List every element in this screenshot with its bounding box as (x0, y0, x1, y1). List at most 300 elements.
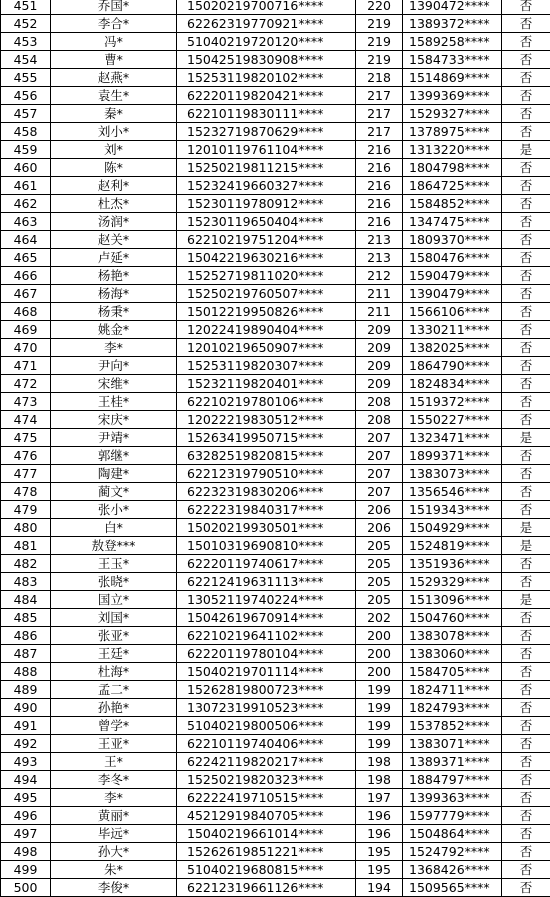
status-cell: 否 (502, 501, 550, 519)
id-number-cell: 15012219950826**** (177, 303, 356, 321)
score-cell: 208 (356, 393, 403, 411)
phone-number-cell: 1390479**** (403, 285, 502, 303)
table-row (1, 735, 550, 753)
applicant-name-cell: 黄丽* (51, 807, 177, 825)
row-number-cell: 472 (1, 375, 51, 393)
phone-number-cell: 1804798**** (403, 159, 502, 177)
id-number-cell: 15232719870629**** (177, 123, 356, 141)
id-number-cell: 62232319830206**** (177, 483, 356, 501)
row-number-cell: 468 (1, 303, 51, 321)
phone-number-cell: 1537852**** (403, 717, 502, 735)
score-cell: 209 (356, 375, 403, 393)
id-number-cell: 15040219661014**** (177, 825, 356, 843)
phone-number-cell: 1864790**** (403, 357, 502, 375)
score-cell: 211 (356, 303, 403, 321)
row-number-cell: 493 (1, 753, 51, 771)
score-cell: 205 (356, 555, 403, 573)
table-row (1, 465, 550, 483)
id-number-cell: 15042519830908**** (177, 51, 356, 69)
id-number-cell: 45212919840705**** (177, 807, 356, 825)
phone-number-cell: 1383060**** (403, 645, 502, 663)
table-row (1, 717, 550, 735)
applicant-name-cell: 曾学* (51, 717, 177, 735)
score-cell: 219 (356, 51, 403, 69)
table-row (1, 573, 550, 591)
status-cell: 否 (502, 879, 550, 897)
status-cell: 否 (502, 573, 550, 591)
status-cell: 否 (502, 339, 550, 357)
status-cell: 是 (502, 591, 550, 609)
phone-number-cell: 1580476**** (403, 249, 502, 267)
score-cell: 220 (356, 0, 403, 15)
id-number-cell: 62210219641102**** (177, 627, 356, 645)
phone-number-cell: 1529329**** (403, 573, 502, 591)
row-number-cell: 500 (1, 879, 51, 897)
status-cell: 否 (502, 699, 550, 717)
score-cell: 199 (356, 717, 403, 735)
row-number-cell: 485 (1, 609, 51, 627)
table-row (1, 0, 550, 15)
phone-number-cell: 1383078**** (403, 627, 502, 645)
row-number-cell: 476 (1, 447, 51, 465)
status-cell: 否 (502, 555, 550, 573)
table-row (1, 231, 550, 249)
status-cell: 否 (502, 357, 550, 375)
table-row (1, 177, 550, 195)
phone-number-cell: 1399363**** (403, 789, 502, 807)
status-cell: 否 (502, 105, 550, 123)
id-number-cell: 15010319690810**** (177, 537, 356, 555)
applicant-name-cell: 曹* (51, 51, 177, 69)
applicant-name-cell: 毕远* (51, 825, 177, 843)
id-number-cell: 63282519820815**** (177, 447, 356, 465)
row-number-cell: 460 (1, 159, 51, 177)
id-number-cell: 12010119761104**** (177, 141, 356, 159)
table-body (1, 0, 550, 897)
status-cell: 否 (502, 789, 550, 807)
id-number-cell: 62222319840317**** (177, 501, 356, 519)
phone-number-cell: 1824834**** (403, 375, 502, 393)
score-cell: 199 (356, 699, 403, 717)
row-number-cell: 455 (1, 69, 51, 87)
phone-number-cell: 1313220**** (403, 141, 502, 159)
phone-number-cell: 1899371**** (403, 447, 502, 465)
row-number-cell: 453 (1, 33, 51, 51)
status-cell: 否 (502, 249, 550, 267)
score-cell: 200 (356, 663, 403, 681)
applicant-name-cell: 尹向* (51, 357, 177, 375)
applicant-name-cell: 赵关* (51, 231, 177, 249)
row-number-cell: 469 (1, 321, 51, 339)
phone-number-cell: 1504929**** (403, 519, 502, 537)
id-number-cell: 62210219751204**** (177, 231, 356, 249)
table-row (1, 627, 550, 645)
applicant-name-cell: 王桂* (51, 393, 177, 411)
id-number-cell: 15042619670914**** (177, 609, 356, 627)
score-cell: 205 (356, 591, 403, 609)
id-number-cell: 62220119820421**** (177, 87, 356, 105)
phone-number-cell: 1382025**** (403, 339, 502, 357)
applicant-name-cell: 李冬* (51, 771, 177, 789)
row-number-cell: 459 (1, 141, 51, 159)
table-row (1, 357, 550, 375)
table-row (1, 825, 550, 843)
table-row (1, 285, 550, 303)
score-cell: 209 (356, 357, 403, 375)
score-cell: 199 (356, 735, 403, 753)
status-cell: 否 (502, 483, 550, 501)
applicant-name-cell: 张小* (51, 501, 177, 519)
row-number-cell: 475 (1, 429, 51, 447)
id-number-cell: 15252719811020**** (177, 267, 356, 285)
row-number-cell: 495 (1, 789, 51, 807)
table-row (1, 807, 550, 825)
applicant-name-cell: 赵燕* (51, 69, 177, 87)
table-row (1, 33, 550, 51)
row-number-cell: 462 (1, 195, 51, 213)
table-row (1, 51, 550, 69)
table-row (1, 159, 550, 177)
id-number-cell: 12022219830512**** (177, 411, 356, 429)
id-number-cell: 62222419710515**** (177, 789, 356, 807)
phone-number-cell: 1529327**** (403, 105, 502, 123)
score-cell: 212 (356, 267, 403, 285)
applicant-name-cell: 杨海* (51, 285, 177, 303)
applicant-name-cell: 王亚* (51, 735, 177, 753)
applicant-name-cell: 姚金* (51, 321, 177, 339)
table-row (1, 753, 550, 771)
status-cell: 否 (502, 321, 550, 339)
status-cell: 否 (502, 825, 550, 843)
table-row (1, 339, 550, 357)
applicant-name-cell: 敖登*** (51, 537, 177, 555)
applicant-name-cell: 冯* (51, 33, 177, 51)
phone-number-cell: 1597779**** (403, 807, 502, 825)
row-number-cell: 465 (1, 249, 51, 267)
applicant-name-cell: 尹靖* (51, 429, 177, 447)
row-number-cell: 492 (1, 735, 51, 753)
status-cell: 否 (502, 231, 550, 249)
row-number-cell: 497 (1, 825, 51, 843)
id-number-cell: 62212419631113**** (177, 573, 356, 591)
phone-number-cell: 1590479**** (403, 267, 502, 285)
row-number-cell: 491 (1, 717, 51, 735)
table-row (1, 195, 550, 213)
row-number-cell: 473 (1, 393, 51, 411)
id-number-cell: 51040219720120**** (177, 33, 356, 51)
applicant-name-cell: 杜杰* (51, 195, 177, 213)
row-number-cell: 487 (1, 645, 51, 663)
status-cell: 否 (502, 15, 550, 33)
score-cell: 216 (356, 159, 403, 177)
id-number-cell: 62262319770921**** (177, 15, 356, 33)
phone-number-cell: 1378975**** (403, 123, 502, 141)
phone-number-cell: 1347475**** (403, 213, 502, 231)
table-row (1, 681, 550, 699)
phone-number-cell: 1323471**** (403, 429, 502, 447)
score-cell: 207 (356, 465, 403, 483)
row-number-cell: 451 (1, 0, 51, 15)
id-number-cell: 15040219701114**** (177, 663, 356, 681)
table-row (1, 393, 550, 411)
id-number-cell: 15042219630216**** (177, 249, 356, 267)
phone-number-cell: 1584733**** (403, 51, 502, 69)
phone-number-cell: 1514869**** (403, 69, 502, 87)
id-number-cell: 51040219680815**** (177, 861, 356, 879)
row-number-cell: 478 (1, 483, 51, 501)
status-cell: 否 (502, 303, 550, 321)
id-number-cell: 15253119820307**** (177, 357, 356, 375)
applicant-name-cell: 张亚* (51, 627, 177, 645)
table-row (1, 663, 550, 681)
status-cell: 否 (502, 33, 550, 51)
status-cell: 否 (502, 411, 550, 429)
status-cell: 是 (502, 429, 550, 447)
status-cell: 是 (502, 141, 550, 159)
status-cell: 否 (502, 447, 550, 465)
table-row (1, 699, 550, 717)
row-number-cell: 488 (1, 663, 51, 681)
applicant-name-cell: 刘小* (51, 123, 177, 141)
applicant-name-cell: 杨秉* (51, 303, 177, 321)
row-number-cell: 479 (1, 501, 51, 519)
score-cell: 195 (356, 843, 403, 861)
status-cell: 否 (502, 609, 550, 627)
applicant-name-cell: 杨艳* (51, 267, 177, 285)
applicant-name-cell: 杜海* (51, 663, 177, 681)
phone-number-cell: 1389372**** (403, 15, 502, 33)
score-cell: 217 (356, 87, 403, 105)
phone-number-cell: 1519372**** (403, 393, 502, 411)
applicant-name-cell: 王廷* (51, 645, 177, 663)
score-cell: 219 (356, 33, 403, 51)
table-row (1, 609, 550, 627)
id-number-cell: 15230119650404**** (177, 213, 356, 231)
row-number-cell: 456 (1, 87, 51, 105)
row-number-cell: 482 (1, 555, 51, 573)
phone-number-cell: 1383073**** (403, 465, 502, 483)
phone-number-cell: 1519343**** (403, 501, 502, 519)
applicant-name-cell: 王玉* (51, 555, 177, 573)
row-number-cell: 480 (1, 519, 51, 537)
phone-number-cell: 1509565**** (403, 879, 502, 897)
row-number-cell: 499 (1, 861, 51, 879)
table-row (1, 501, 550, 519)
applicant-name-cell: 孙艳* (51, 699, 177, 717)
applicant-name-cell: 卢延* (51, 249, 177, 267)
id-number-cell: 13052119740224**** (177, 591, 356, 609)
score-cell: 205 (356, 573, 403, 591)
applicant-name-cell: 张晓* (51, 573, 177, 591)
table-row (1, 123, 550, 141)
id-number-cell: 12010219650907**** (177, 339, 356, 357)
score-cell: 196 (356, 807, 403, 825)
applicant-name-cell: 国立* (51, 591, 177, 609)
phone-number-cell: 1330211**** (403, 321, 502, 339)
status-cell: 否 (502, 159, 550, 177)
table-row (1, 213, 550, 231)
status-cell: 否 (502, 123, 550, 141)
table-row (1, 87, 550, 105)
table-row (1, 69, 550, 87)
table-row (1, 375, 550, 393)
id-number-cell: 62220119780104**** (177, 645, 356, 663)
score-cell: 213 (356, 231, 403, 249)
score-cell: 217 (356, 105, 403, 123)
status-cell: 否 (502, 771, 550, 789)
table-row (1, 519, 550, 537)
status-cell: 是 (502, 519, 550, 537)
table-row (1, 789, 550, 807)
table-row (1, 771, 550, 789)
table-row (1, 591, 550, 609)
applicant-name-cell: 蔺文* (51, 483, 177, 501)
score-cell: 213 (356, 249, 403, 267)
row-number-cell: 484 (1, 591, 51, 609)
id-number-cell: 15232119820401**** (177, 375, 356, 393)
score-cell: 217 (356, 123, 403, 141)
phone-number-cell: 1351936**** (403, 555, 502, 573)
status-cell: 否 (502, 465, 550, 483)
row-number-cell: 466 (1, 267, 51, 285)
phone-number-cell: 1864725**** (403, 177, 502, 195)
status-cell: 否 (502, 645, 550, 663)
row-number-cell: 496 (1, 807, 51, 825)
table-row (1, 267, 550, 285)
phone-number-cell: 1513096**** (403, 591, 502, 609)
applicant-name-cell: 李* (51, 789, 177, 807)
row-number-cell: 467 (1, 285, 51, 303)
table-row (1, 555, 550, 573)
phone-number-cell: 1383071**** (403, 735, 502, 753)
score-cell: 200 (356, 627, 403, 645)
applicant-name-cell: 刘国* (51, 609, 177, 627)
id-number-cell: 15020219930501**** (177, 519, 356, 537)
id-number-cell: 15232419660327**** (177, 177, 356, 195)
id-number-cell: 15250219811215**** (177, 159, 356, 177)
table-row (1, 141, 550, 159)
status-cell: 否 (502, 393, 550, 411)
score-cell: 206 (356, 519, 403, 537)
applicant-name-cell: 乔国* (51, 0, 177, 15)
score-cell: 198 (356, 771, 403, 789)
table-row (1, 861, 550, 879)
status-cell: 否 (502, 717, 550, 735)
phone-number-cell: 1884797**** (403, 771, 502, 789)
score-cell: 209 (356, 321, 403, 339)
table-row (1, 645, 550, 663)
id-number-cell: 62212319790510**** (177, 465, 356, 483)
phone-number-cell: 1824793**** (403, 699, 502, 717)
row-number-cell: 494 (1, 771, 51, 789)
phone-number-cell: 1504864**** (403, 825, 502, 843)
phone-number-cell: 1504760**** (403, 609, 502, 627)
row-number-cell: 481 (1, 537, 51, 555)
applicant-name-cell: 李* (51, 339, 177, 357)
score-cell: 198 (356, 753, 403, 771)
phone-number-cell: 1809370**** (403, 231, 502, 249)
score-cell: 216 (356, 177, 403, 195)
phone-number-cell: 1399369**** (403, 87, 502, 105)
status-cell: 否 (502, 843, 550, 861)
table-row (1, 15, 550, 33)
table-row (1, 843, 550, 861)
status-cell: 否 (502, 861, 550, 879)
score-cell: 199 (356, 681, 403, 699)
id-number-cell: 62220119740617**** (177, 555, 356, 573)
status-cell: 否 (502, 87, 550, 105)
phone-number-cell: 1566106**** (403, 303, 502, 321)
applicant-name-cell: 李俊* (51, 879, 177, 897)
table-row (1, 411, 550, 429)
id-number-cell: 15253119820102**** (177, 69, 356, 87)
score-cell: 207 (356, 483, 403, 501)
score-cell: 202 (356, 609, 403, 627)
phone-number-cell: 1389371**** (403, 753, 502, 771)
status-cell: 否 (502, 51, 550, 69)
applicant-name-cell: 孙大* (51, 843, 177, 861)
id-number-cell: 62210119740406**** (177, 735, 356, 753)
score-cell: 207 (356, 429, 403, 447)
row-number-cell: 470 (1, 339, 51, 357)
score-cell: 195 (356, 861, 403, 879)
phone-number-cell: 1824711**** (403, 681, 502, 699)
id-number-cell: 62210119830111**** (177, 105, 356, 123)
table-row (1, 537, 550, 555)
table-row (1, 447, 550, 465)
row-number-cell: 498 (1, 843, 51, 861)
applicant-name-cell: 陈* (51, 159, 177, 177)
status-cell: 否 (502, 663, 550, 681)
phone-number-cell: 1390472**** (403, 0, 502, 15)
status-cell: 否 (502, 735, 550, 753)
row-number-cell: 486 (1, 627, 51, 645)
row-number-cell: 458 (1, 123, 51, 141)
status-cell: 否 (502, 627, 550, 645)
phone-number-cell: 1356546**** (403, 483, 502, 501)
phone-number-cell: 1589258**** (403, 33, 502, 51)
row-number-cell: 474 (1, 411, 51, 429)
phone-number-cell: 1550227**** (403, 411, 502, 429)
phone-number-cell: 1524792**** (403, 843, 502, 861)
id-number-cell: 15230119780912**** (177, 195, 356, 213)
score-cell: 207 (356, 447, 403, 465)
score-cell: 216 (356, 141, 403, 159)
status-cell: 否 (502, 753, 550, 771)
id-number-cell: 15250219820323**** (177, 771, 356, 789)
row-number-cell: 452 (1, 15, 51, 33)
row-number-cell: 464 (1, 231, 51, 249)
id-number-cell: 13072319910523**** (177, 699, 356, 717)
row-number-cell: 454 (1, 51, 51, 69)
applicant-name-cell: 宋维* (51, 375, 177, 393)
id-number-cell: 15250219760507**** (177, 285, 356, 303)
id-number-cell: 62210219780106**** (177, 393, 356, 411)
table-row (1, 105, 550, 123)
status-cell: 否 (502, 285, 550, 303)
status-cell: 否 (502, 195, 550, 213)
status-cell: 否 (502, 375, 550, 393)
applicant-name-cell: 赵利* (51, 177, 177, 195)
phone-number-cell: 1368426**** (403, 861, 502, 879)
score-cell: 209 (356, 339, 403, 357)
score-cell: 218 (356, 69, 403, 87)
status-cell: 否 (502, 213, 550, 231)
phone-number-cell: 1584705**** (403, 663, 502, 681)
row-number-cell: 483 (1, 573, 51, 591)
score-cell: 211 (356, 285, 403, 303)
status-cell: 否 (502, 681, 550, 699)
